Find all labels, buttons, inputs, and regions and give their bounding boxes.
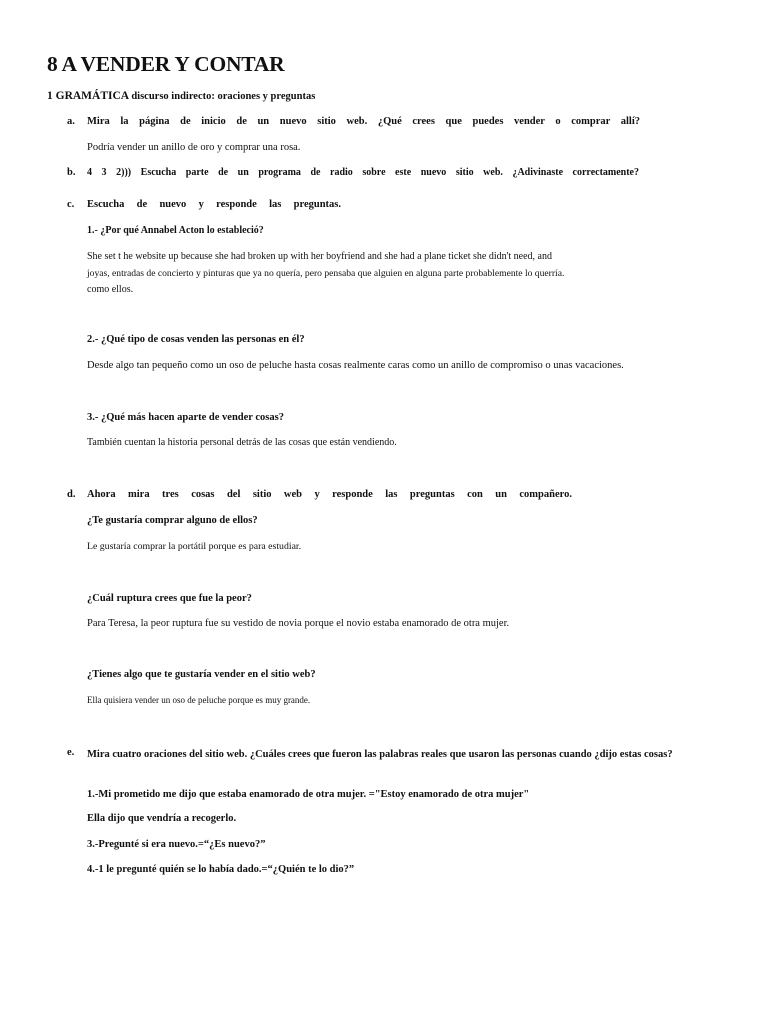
item-a-letter: a. xyxy=(67,116,75,127)
answer-line: She set t he website up because she had broken up with her boyfriend and she had a plane ticket she didn't need, and xyxy=(87,251,552,262)
item-c-question: Escucha de nuevo y responde las preguntas. xyxy=(87,199,341,210)
item-c-answer-2: Desde algo tan pequeño como un oso de peluche hasta cosas realmente caras como un anillo de compromiso o unas vacaciones. xyxy=(87,360,624,371)
item-d-answer-2: Para Teresa, la peor ruptura fue su vestido de novia porque el novio estaba enamorado de otra mujer. xyxy=(87,618,510,629)
page-title: 8 A VENDER Y CONTAR xyxy=(47,52,285,76)
item-d-question: Ahora mira tres cosas del sitio web y responde las preguntas con un compañero. xyxy=(87,489,572,500)
item-b-letter: b. xyxy=(67,167,76,178)
item-c-subquestion-1: 1.- ¿Por qué Annabel Acton lo estableció? xyxy=(87,225,264,236)
item-a-question: Mira la página de inicio de un nuevo sitio web. ¿Qué crees que puedes vender o comprar allí? xyxy=(87,116,640,127)
item-c-subquestion-3: 3.- ¿Qué más hacen aparte de vender cosas? xyxy=(87,412,284,423)
item-c-answer-3: También cuentan la historia personal detrás de las cosas que están vendiendo. xyxy=(87,437,397,448)
section-number-label: 1 GRAMÁTICA xyxy=(47,90,129,102)
item-d-subquestion-2: ¿Cuál ruptura crees que fue la peor? xyxy=(87,593,252,604)
item-d-letter: d. xyxy=(67,489,76,500)
item-d-subquestion-3: ¿Tienes algo que te gustaría vender en el sitio web? xyxy=(87,669,316,680)
item-e-question: Mira cuatro oraciones del sitio web. ¿Cuáles crees que fueron las palabras reales que usaron las personas cuando ¿dijo estas cosas? xyxy=(87,749,673,760)
item-b-question: 4 3 2))) Escucha parte de un programa de radio sobre este nuevo sitio web. ¿Adivinaste correctamente? xyxy=(87,167,639,178)
item-d-answer-3: Ella quisiera vender un oso de peluche porque es muy grande. xyxy=(87,695,311,705)
item-a-answer: Podría vender un anillo de oro y comprar una rosa. xyxy=(87,142,301,153)
answer-line: joyas, entradas de concierto y pinturas que ya no quería, pero pensaba que alguien en alguna parte probablemente lo querría. xyxy=(87,267,565,279)
item-e-line-4: 4.-1 le pregunté quién se lo había dado.=“¿Quién te lo dio?” xyxy=(87,864,355,875)
item-e-line-2: Ella dijo que vendría a recogerlo. xyxy=(87,813,237,824)
item-c-letter: c. xyxy=(67,199,75,210)
section-subtitle: discurso indirecto: oraciones y preguntas xyxy=(131,91,316,102)
item-e-letter: e. xyxy=(67,747,75,758)
item-e-line-1: 1.-Mi prometido me dijo que estaba enamorado de otra mujer. ="Estoy enamorado de otra mujer" xyxy=(87,789,530,800)
item-c-subquestion-2: 2.- ¿Qué tipo de cosas venden las personas en él? xyxy=(87,334,305,345)
item-d-subquestion-1: ¿Te gustaría comprar alguno de ellos? xyxy=(87,515,258,526)
item-c-answer-1 xyxy=(87,249,564,299)
section-heading xyxy=(47,90,315,102)
answer-line: como ellos. xyxy=(87,284,134,295)
item-d-answer-1: Le gustaría comprar la portátil porque es para estudiar. xyxy=(87,541,302,552)
item-e-line-3: 3.-Pregunté si era nuevo.=“¿Es nuevo?” xyxy=(87,839,266,850)
